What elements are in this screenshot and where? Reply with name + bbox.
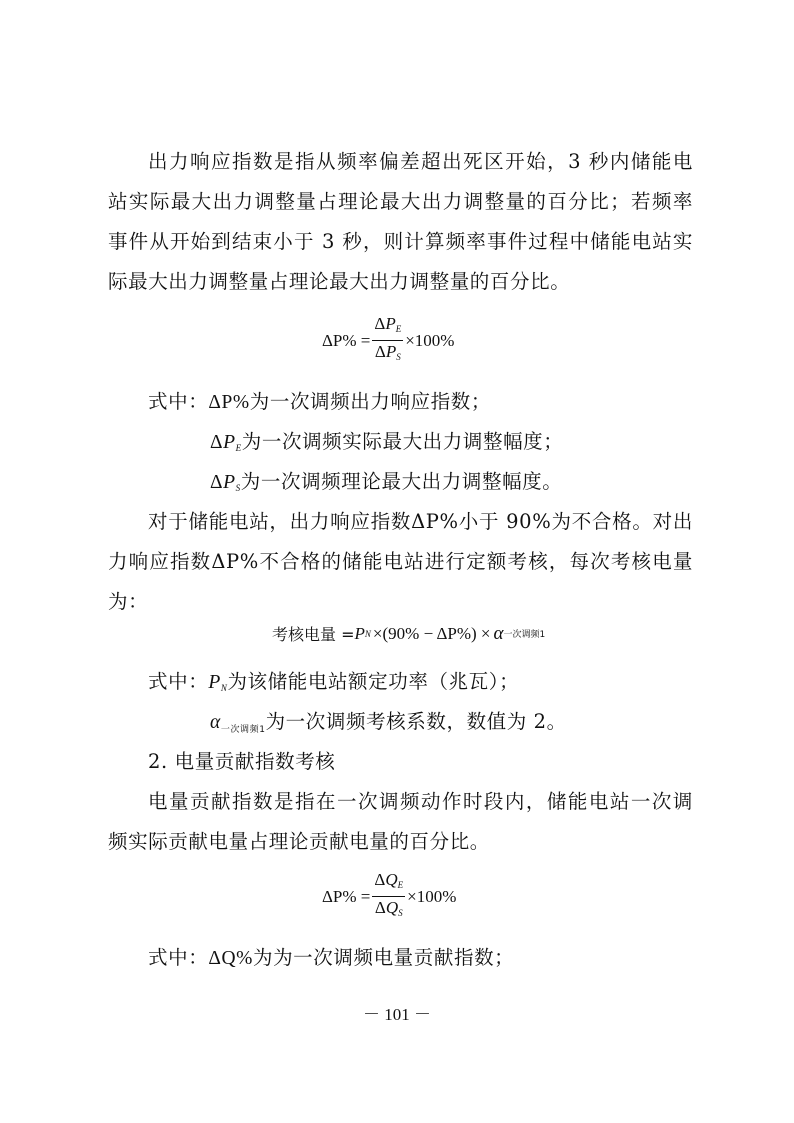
formula-assessment-energy: 考核电量 = P N ×(90% − ΔP%) × α 一次调频1	[272, 622, 546, 644]
defs2-line2: $\alpha_{一次调频1}$为一次调频考核系数，数值为 2。	[210, 710, 567, 735]
formula1-times: ×100%	[405, 330, 455, 350]
section2-heading: 2. 电量贡献指数考核	[148, 750, 336, 773]
para1-line3: 事件从开始到结束小于 3 秒，则计算频率事件过程中储能电站实	[108, 230, 693, 253]
formula1-fraction	[372, 314, 403, 367]
defs1-line1: 式中：ΔP%为一次调频出力响应指数；	[148, 390, 491, 413]
formula3-numerator: $\Delta Q_E$	[372, 870, 405, 897]
defs1-line2: $\Delta P_E$为一次调频实际最大出力调整幅度；	[210, 430, 564, 453]
defs3-line1: 式中：ΔQ%为为一次调频电量贡献指数；	[148, 946, 515, 969]
para2-line3: 为：	[108, 590, 149, 613]
formula1-lhs: ΔP% =	[322, 330, 371, 350]
para1-line1: 出力响应指数是指从频率偏差超出死区开始，3 秒内储能电	[148, 150, 693, 173]
formula3-times: ×100%	[407, 886, 457, 906]
para1-line4: 际最大出力调整量占理论最大出力调整量的百分比。	[108, 270, 571, 293]
defs2-line1: 式中：$P_N$为该储能电站额定功率（兆瓦）；	[148, 670, 520, 693]
formula2-body: ×(90% − ΔP%) ×	[372, 623, 491, 643]
section2-line2: 频实际贡献电量占理论贡献电量的百分比。	[108, 830, 490, 853]
defs1-line3: $\Delta P_S$为一次调频理论最大出力调整幅度。	[210, 470, 563, 493]
para2-line2: 力响应指数ΔP%不合格的储能电站进行定额考核，每次考核电量	[108, 550, 693, 573]
formula3-lhs: ΔP% =	[322, 886, 371, 906]
formula-energy-contribution	[322, 870, 456, 923]
formula2-label: 考核电量 =	[272, 625, 355, 644]
para2-line1: 对于储能电站，出力响应指数ΔP%小于 90%为不合格。对出	[148, 510, 693, 533]
formula-output-response	[322, 314, 454, 367]
para1-line2: 站实际最大出力调整量占理论最大出力调整量的百分比；若频率	[108, 190, 693, 213]
page-number: － 101 －	[363, 1005, 431, 1024]
formula3-fraction	[372, 870, 405, 923]
formula1-numerator: $\Delta P_E$	[372, 314, 403, 341]
section2-line1: 电量贡献指数是指在一次调频动作时段内，储能电站一次调	[148, 790, 693, 813]
formula3-denominator: $\Delta Q_S$	[374, 898, 403, 918]
formula1-denominator: $\Delta P_S$	[374, 342, 401, 362]
